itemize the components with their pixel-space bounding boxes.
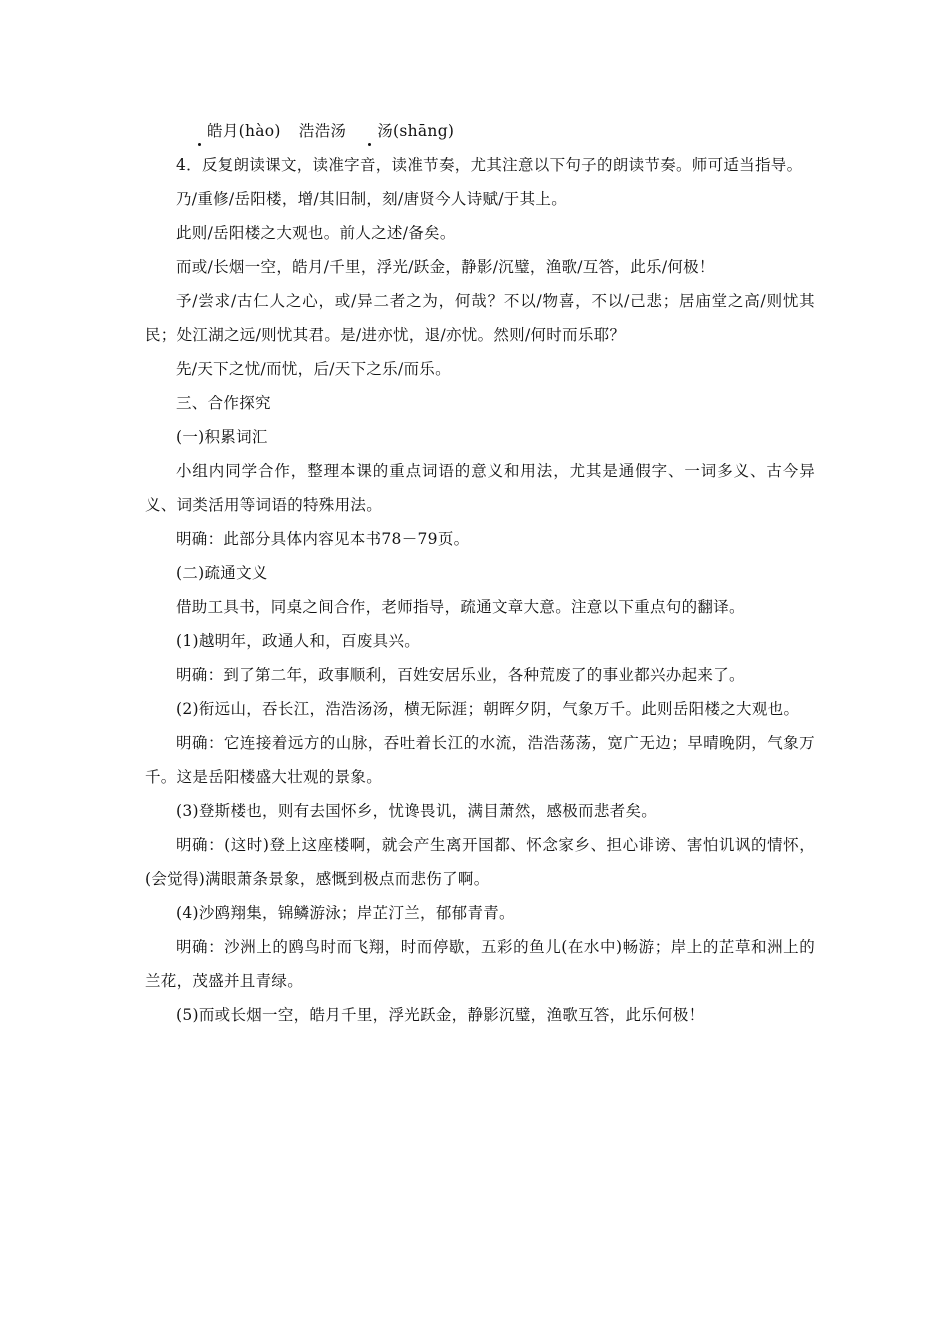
paragraph-rhythm-2: 此则/岳阳楼之大观也。前人之述/备矣。: [176, 224, 456, 242]
paragraph-rhythm-5: 先/天下之忧/而忧，后/天下之乐/而乐。: [176, 360, 451, 378]
pinyin-word-1: 皓月(hào): [176, 122, 281, 140]
sentence-1: (1)越明年，政通人和，百废具兴。: [176, 632, 421, 650]
answer-4: 明确：沙洲上的鸥鸟时而飞翔，时而停歇，五彩的鱼儿(在水中)畅游；岸上的芷草和洲上的兰花，茂盛并且青绿。: [145, 938, 815, 990]
sentence-4: (4)沙鸥翔集，锦鳞游泳；岸芷汀兰，郁郁青青。: [176, 904, 515, 922]
pinyin-reading: (shāng): [393, 122, 455, 140]
paragraph-rhythm-3: 而或/长烟一空，皓月/千里，浮光/跃金，静影/沉璧，渔歌/互答，此乐/何极！: [176, 258, 715, 276]
document-body: [145, 114, 815, 1032]
paragraph-translation-task: 借助工具书，同桌之间合作，老师指导，疏通文章大意。注意以下重点句的翻译。: [176, 598, 745, 616]
pinyin-reading: (hào): [238, 122, 281, 140]
paragraph-vocabulary-task: 小组内同学合作，整理本课的重点词语的意义和用法，尤其是通假字、一词多义、古今异义、词类活用等词语的特殊用法。: [145, 462, 815, 514]
section-heading: 三、合作探究: [176, 394, 271, 412]
pinyin-line: [145, 114, 815, 148]
subsection-heading-vocabulary: (一)积累词汇: [176, 428, 268, 446]
answer-1: 明确：到了第二年，政事顺利，百姓安居乐业，各种荒废了的事业都兴办起来了。: [176, 666, 745, 684]
paragraph-reading-instruction: 4．反复朗读课文，读准字音，读准节奏，尤其注意以下句子的朗读节奏。师可适当指导。: [176, 156, 803, 174]
pinyin-word-2: 浩浩汤 汤(shāng): [299, 122, 455, 140]
sentence-2: (2)衔远山，吞长江，浩浩汤汤，横无际涯；朝晖夕阴，气象万千。此则岳阳楼之大观也。: [176, 700, 800, 718]
sentence-5: (5)而或长烟一空，皓月千里，浮光跃金，静影沉璧，渔歌互答，此乐何极！: [176, 1006, 705, 1024]
emphasis-dot-char: 皓: [176, 114, 223, 148]
paragraph-rhythm-4: 予/尝求/古仁人之心，或/异二者之为，何哉？不以/物喜，不以/己悲；居庙堂之高/则忧其民；处江湖之远/则忧其君。是/进亦忧，退/亦忧。然则/何时而乐耶？: [145, 292, 815, 344]
sentence-3: (3)登斯楼也，则有去国怀乡，忧谗畏讥，满目萧然，感极而悲者矣。: [176, 802, 658, 820]
emphasis-dot-char: 汤: [346, 114, 393, 148]
paragraph-vocabulary-answer: 明确：此部分具体内容见本书78－79页。: [176, 530, 470, 548]
answer-2: 明确：它连接着远方的山脉，吞吐着长江的水流，浩浩荡荡，宽广无边；早晴晚阴，气象万千。这是岳阳楼盛大壮观的景象。: [145, 734, 815, 786]
paragraph-rhythm-1: 乃/重修/岳阳楼，增/其旧制，刻/唐贤今人诗赋/于其上。: [176, 190, 568, 208]
subsection-heading-translation: (二)疏通文义: [176, 564, 268, 582]
answer-3: 明确：(这时)登上这座楼啊，就会产生离开国都、怀念家乡、担心诽谤、害怕讥讽的情怀，(会觉得)满眼萧条景象，感慨到极点而悲伤了啊。: [145, 836, 815, 888]
